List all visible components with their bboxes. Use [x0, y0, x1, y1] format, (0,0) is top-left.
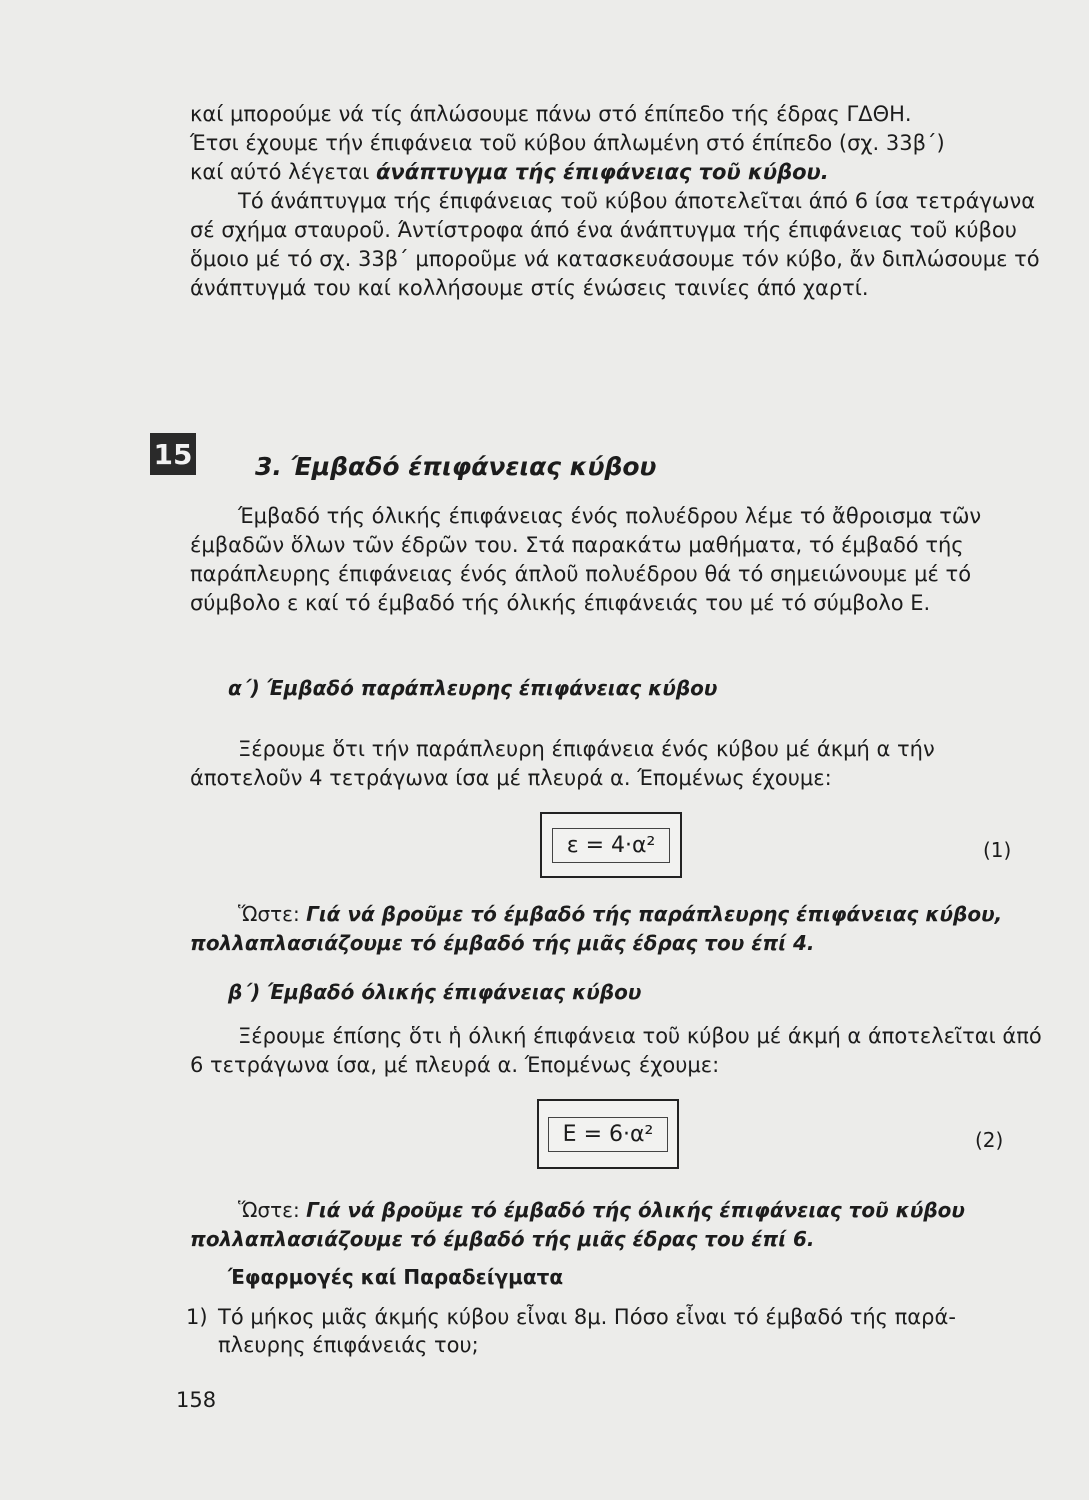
- page-number: 158: [176, 1388, 217, 1412]
- definition-text: Έμβαδό τής όλικής έπιφάνειας ένός πολυέδρου λέμε τό ἄθροισμα τῶν έμβαδῶν ὅλων τῶν έδρῶν του. Στά παρακάτω μαθήματα, τό έμβαδό τής παράπλευρης έπιφάνειας ένός άπλοῦ πολυέδρου θά τό σημειώνουμε μέ τό σύμβολο ε καί τό έμβαδό τής όλικής έπιφάνειάς του μέ τό σύμβολο Ε.: [190, 504, 982, 615]
- intro-text: [190, 100, 1045, 303]
- intro-line-3-prefix: καί αύτό λέγεται: [190, 160, 376, 184]
- part-b-conclusion-prefix: Ὥστε:: [238, 1198, 307, 1222]
- formula-lateral-area: ε = 4·α²: [552, 828, 671, 863]
- definition-paragraph: [190, 502, 1045, 618]
- part-b-heading: β΄) Έμβαδό όλικής έπιφάνειας κύβου: [228, 980, 642, 1004]
- part-b-conclusion: [190, 1196, 1045, 1254]
- intro-line-1: καί μπορούμε νά τίς άπλώσουμε πάνω στό έπίπεδο τής έδρας ΓΔΘΗ.: [190, 102, 912, 126]
- formula-lateral-area-box: [540, 812, 682, 878]
- formula-total-area-box: [537, 1099, 679, 1169]
- intro-line-3: [190, 158, 1045, 187]
- part-a-conclusion-text: Γιά νά βροῦμε τό έμβαδό τής παράπλευρης έπιφάνειας κύβου, πολλαπλασιάζουμε τό έμβαδό τής μιᾶς έδρας του έπί 4.: [190, 902, 1003, 955]
- part-b-text: Ξέρουμε έπίσης ὅτι ἡ όλική έπιφάνεια τοῦ κύβου μέ άκμή α άποτελεῖται άπό 6 τετράγωνα ίσα, μέ πλευρά α. Έπομένως έχουμε:: [190, 1024, 1042, 1077]
- part-a-heading: α΄) Έμβαδό παράπλευρης έπιφάνειας κύβου: [228, 676, 718, 700]
- part-a-text: Ξέρουμε ὅτι τήν παράπλευρη έπιφάνεια ένός κύβου μέ άκμή α τήν άποτελοῦν 4 τετράγωνα ίσα μέ πλευρά α. Έπομένως έχουμε:: [190, 737, 935, 790]
- example-number: 1): [186, 1305, 208, 1329]
- example-item: [186, 1303, 1046, 1359]
- examples-heading: Έφαρμογές καί Παραδείγματα: [228, 1265, 564, 1289]
- example-line-1: Τό μήκος μιᾶς άκμής κύβου εἶναι 8μ. Πόσο εἶναι τό έμβαδό τής παρά-: [218, 1305, 956, 1329]
- equation-number-1: (1): [983, 838, 1012, 862]
- example-line-2: πλευρης έπιφάνειάς του;: [218, 1333, 479, 1357]
- part-b-paragraph: [190, 1022, 1045, 1080]
- section-number-badge: 15: [150, 433, 196, 475]
- equation-number-2: (2): [975, 1128, 1004, 1152]
- intro-line-2: Έτσι έχουμε τήν έπιφάνεια τοῦ κύβου άπλωμένη στό έπίπεδο (σχ. 33β΄): [190, 131, 945, 155]
- part-a-paragraph: [190, 735, 1045, 793]
- part-a-conclusion: [190, 900, 1045, 958]
- part-a-conclusion-prefix: Ὥστε:: [238, 902, 307, 926]
- formula-total-area: Ε = 6·α²: [548, 1117, 669, 1152]
- development-term: άνάπτυγμα τής έπιφάνειας τοῦ κύβου.: [376, 160, 829, 184]
- intro-paragraph-2: Τό άνάπτυγμα τής έπιφάνειας τοῦ κύβου άποτελεῖται άπό 6 ίσα τετράγωνα σέ σχήμα σταυροῦ. Άντίστροφα άπό ένα άνάπτυγμα τής έπιφάνειας τοῦ κύβου ὅμοιο μέ τό σχ. 33β΄ μποροῦμε νά κατασκευάσουμε τόν κύβο, ἄν διπλώσουμε τό άνάπτυγμά του καί κολλήσουμε στίς ένώσεις ταινίες άπό χαρτί.: [190, 189, 1040, 300]
- part-b-conclusion-text: Γιά νά βροῦμε τό έμβαδό τής όλικής έπιφάνειας τοῦ κύβου πολλαπλασιάζουμε τό έμβαδό τής μιᾶς έδρας του έπί 6.: [190, 1198, 965, 1251]
- section-title: 3. Έμβαδό έπιφάνειας κύβου: [255, 452, 657, 481]
